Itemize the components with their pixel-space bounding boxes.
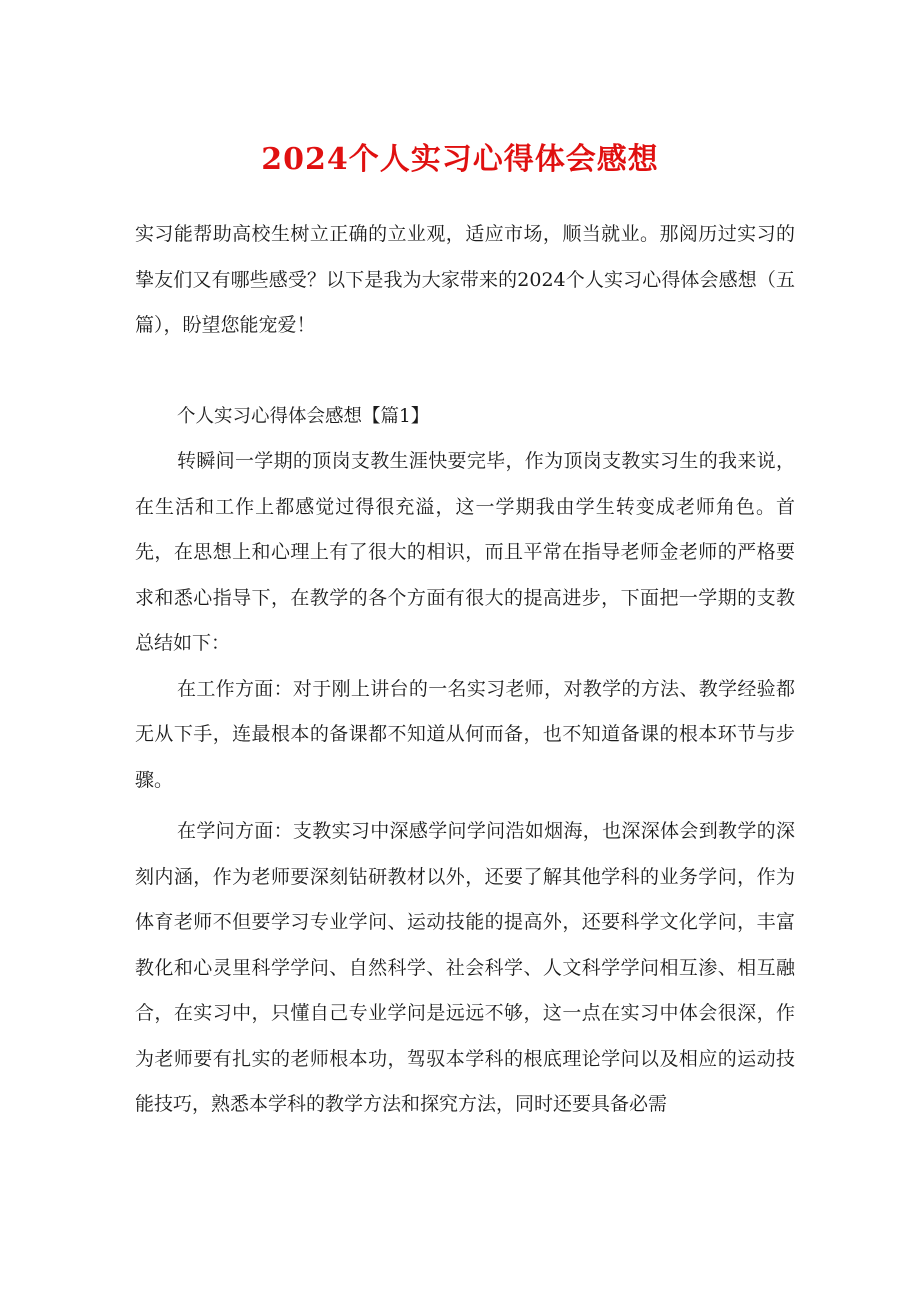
document-title: 2024个人实习心得体会感想 (261, 142, 659, 177)
body-paragraph-1: 转瞬间一学期的顶岗支教生涯快要完毕，作为顶岗支教实习生的我来说，在生活和工作上都感觉过得很充溢，这一学期我由学生转变成老师角色。首先，在思想上和心理上有了很大的相识，而且平常在指导老师金老师的严格要求和悉心指导下，在教学的各个方面有很大的提高进步，下面把一学期的支教总结如下： (135, 450, 795, 654)
intro-paragraph: 实习能帮助高校生树立正确的立业观，适应市场，顺当就业。那阅历过实习的挚友们又有哪些感受？以下是我为大家带来的2024个人实习心得体会感想（五篇），盼望您能宠爱！ (135, 223, 795, 336)
section-heading: 个人实习心得体会感想【篇1】 (177, 405, 430, 427)
body-paragraph-3: 在学问方面：支教实习中深感学问学问浩如烟海，也深深体会到教学的深刻内涵，作为老师要深刻钻研教材以外，还要了解其他学科的业务学问，作为体育老师不但要学习专业学问、运动技能的提高外，还要科学文化学问，丰富教化和心灵里科学学问、自然科学、社会科学、人文科学学问相互渗、相互融合，在实习中，只懂自己专业学问是远远不够，这一点在实习中体会很深，作为老师要有扎实的老师根本功，驾驭本学科的根底理论学问以及相应的运动技能技巧，熟悉本学科的教学方法和探究方法，同时还要具备必需 (135, 820, 795, 1115)
body-paragraph-2: 在工作方面：对于刚上讲台的一名实习老师，对教学的方法、教学经验都无从下手，连最根本的备课都不知道从何而备，也不知道备课的根本环节与步骤。 (135, 677, 795, 791)
document-body (135, 212, 795, 1128)
